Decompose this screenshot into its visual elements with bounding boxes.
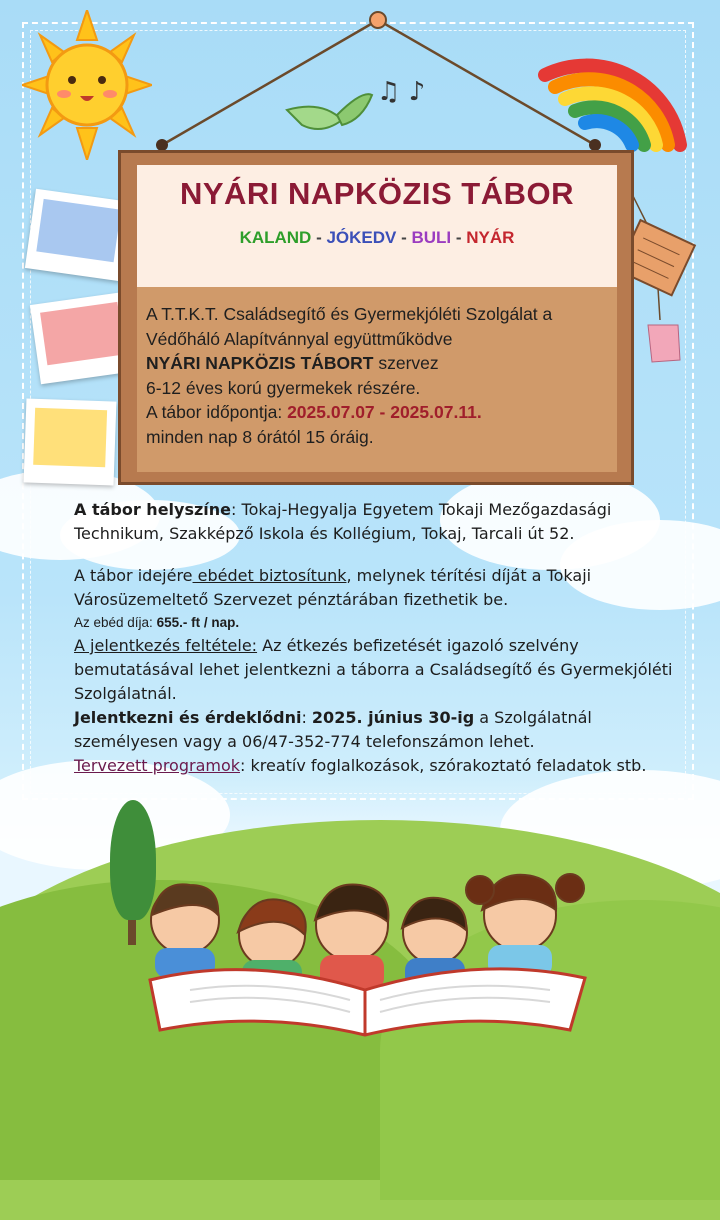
- tagline-word: JÓKEDV: [326, 228, 397, 247]
- condition-text: Az étkezés befizetését igazoló szelvény bemutatásával lehet jelentkezni a táborra a Családsegítő és Gyermekjóléti Szolgálatnál.: [74, 636, 673, 703]
- intro-after-bold: szervez: [373, 353, 439, 373]
- tagline-word: BULI: [411, 228, 452, 247]
- lunch-price-label: Az ebéd díja:: [74, 615, 157, 630]
- date-value: 2025.07.07 - 2025.07.11.: [287, 402, 482, 422]
- lunch-price-value: 655.- ft / nap.: [156, 615, 240, 630]
- tagline-word: NYÁR: [466, 228, 515, 247]
- intro-line: Védőháló Alapítvánnyal együttműködve: [146, 328, 453, 349]
- apply-deadline: 2025. június 30-ig: [311, 708, 475, 727]
- lunch-link: ebédet biztosítunk: [192, 566, 347, 585]
- intro-line: A T.T.K.T. Családsegítő és Gyermekjóléti Szolgálat a: [146, 304, 553, 324]
- details-section: [74, 498, 694, 778]
- programs-paragraph: [74, 754, 694, 778]
- apply-paragraph: [74, 706, 694, 754]
- intro-line: [146, 351, 616, 376]
- condition-paragraph: [74, 634, 694, 706]
- tagline-sep: -: [396, 228, 412, 247]
- intro-bold: NYÁRI NAPKÖZIS TÁBORT: [146, 353, 374, 373]
- lunch-price: [74, 612, 694, 634]
- hours-line: minden nap 8 órától 15 óráig.: [146, 426, 374, 447]
- programs-label: Tervezett programok: [74, 756, 241, 775]
- board-description: [146, 302, 616, 449]
- apply-text: a Szolgálatnál személyesen vagy a 06/47-352-774 telefonszámon lehet.: [74, 708, 592, 751]
- photo-frame-yellow: [24, 398, 117, 485]
- date-line: [146, 400, 616, 425]
- condition-label: A jelentkezés feltétele:: [74, 636, 258, 655]
- intro-line: 6-12 éves korú gyermekek részére.: [146, 377, 421, 398]
- lunch-paragraph: [74, 564, 694, 612]
- poster-title: NYÁRI NAPKÖZIS TÁBOR: [179, 176, 575, 211]
- date-label: A tábor időpontja:: [146, 402, 288, 422]
- location-text: : Tokaj-Hegyalja Egyetem Tokaji Mezőgazdasági Technikum, Szakképző Iskola és Kollégium, Tokaj, Tarcali út 52.: [74, 500, 612, 543]
- apply-sep: :: [301, 708, 312, 727]
- tagline-sep: -: [451, 228, 467, 247]
- photo-frame-blue: [25, 189, 131, 282]
- bird-icon: [282, 70, 442, 140]
- lunch-pre: A tábor idejére: [74, 566, 193, 585]
- tagline-sep: -: [311, 228, 327, 247]
- tagline-word: KALAND: [239, 228, 312, 247]
- lunch-post: , melynek térítési díját a Tokaji Városüzemeltető Szervezet pénztárában fizethetik be.: [74, 566, 592, 609]
- location-label: A tábor helyszíne: [74, 500, 232, 519]
- apply-label: Jelentkezni és érdeklődni: [74, 708, 302, 727]
- music-notes-icon: ♫ ♪: [377, 77, 426, 107]
- programs-text: : kreatív foglalkozások, szórakoztató feladatok stb.: [240, 756, 647, 775]
- children-reading-illustration: [130, 860, 610, 1060]
- location-paragraph: [74, 498, 694, 546]
- tagline: [137, 228, 617, 248]
